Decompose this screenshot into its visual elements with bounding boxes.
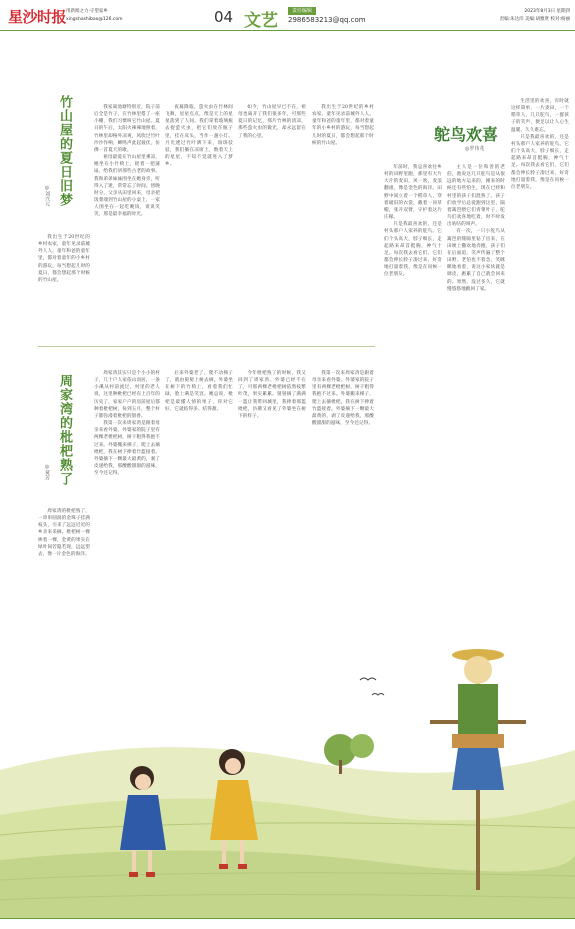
article-author: ◎刘兴元	[44, 185, 50, 206]
footer-rule	[0, 918, 575, 919]
paragraph: 我家离池塘特别近，院子前后全是竹子，在竹林里搭了一座小棚，我们习惯叫它竹山屋。夏日的午后，太阳火辣辣地照着，竹林里却格外凉爽，风吹过竹叶沙沙作响，蝉鸣声此起彼伏，仿佛一首夏天的歌。	[94, 105, 160, 153]
contact-email: xingshashibao@126.com	[66, 17, 123, 22]
article-body	[384, 164, 442, 654]
article-title: 周家湾的枇杷熟了	[57, 374, 72, 486]
article-body	[312, 104, 374, 274]
page-number: 04	[214, 8, 234, 26]
paragraph: 我出生于20世纪的乡村农家，童年见录前城外人人。童年和爸的童年里，都对着童年的小乡村的游玩，每当想起儿时的夏日，都会想起那个时候的竹山屋。	[312, 105, 374, 146]
paragraph: 今年枇杷熟了的时候，我又回到了周家湾。外婆已经不在了，可那两棵老枇杷树依然枝繁叶茂，果实累累。舅舅摘了满满一篮让我带回城里，我捧着那篮枇杷，仿佛又看见了外婆坐在树下的样子。	[238, 371, 306, 419]
slogan: 用新闻之力·守望家乡	[66, 9, 108, 14]
paragraph: 生活里的欢喜，有时就这样简单，一片麦田，一个稻草人，几只鸵鸟，一群孩子的笑声，便足以让人心生温暖，久久难忘。	[511, 99, 569, 133]
article-body	[94, 104, 160, 342]
article-body	[165, 104, 233, 342]
hotline: 2986583213@qq.com	[288, 16, 366, 24]
paragraph: 年前时，我总喜欢往乡村的田野里跑，那里有大片大片的麦田，风一吹，麦浪翻滚，像是金色的海洋。田野中间立着一个稻草人，穿着破旧的衣裳，戴着一顶草帽，张开双臂，守护着这片庄稼。	[384, 165, 442, 221]
paragraph: 周家湾其实只是个小小的村子，几十户人家依山而居，一条小溪从村前流过。村里的老人说，这里种枇杷已经有上百年的历史了，家家户户的房前屋后都种着枇杷树，每到五月，整个村子都弥漫着枇杷的甜香。	[94, 371, 160, 419]
paragraph: 如今，竹山屋早已不在，祖母也离开了我们很多年，可那些夏日的记忆，那片竹林的清凉，那些萤火虫的微光，却永远留在了我的心里。	[238, 105, 306, 139]
article-title: 竹山屋的夏日旧梦	[57, 95, 72, 207]
paragraph: 我第一次来周家湾是跟着母亲来看外婆。外婆家的院子里有两棵老枇杷树，树干粗得我抱不过来。外婆搬来梯子，爬上去摘枇杷，我在树下捧着竹篮接着。外婆摘下一颗最大最黄的，剥了皮递给我，那酸酸甜甜的滋味，至今还记得。	[312, 371, 374, 427]
newspaper-logo: 星沙时报	[8, 8, 67, 26]
bird-icon	[360, 678, 376, 680]
article-body	[511, 98, 569, 638]
paragraph: 只是我最喜欢的，还是村头那户人家养的鸵鸟。它们个头高大，脖子细长，走起路来昂首挺胸，神气十足。每次我去看它们，它们都会伸长脖子凑过来，好奇地打量着我，像是在问候一位老朋友。	[384, 222, 442, 278]
paragraph: 后来外婆老了，爬不动梯子了，就由舅舅上树去摘。外婆坐在树下的竹椅上，看着我们忙碌，脸上满是笑容。她总说，枇杷是最懂人情的果子，你对它好，它就结得多、结得甜。	[165, 371, 233, 412]
paragraph: 主人是一位和善的老伯，他说这几只鸵鸟是从很远的地方运来的，刚来的时候还有些怕生，现在已经和村里的孩子们混熟了。孩子们放学后总爱跑到这里，隔着篱笆喂它们青菜叶子，鸵鸟们欢喜地吃着，时不时发出咕咕的叫声。	[447, 165, 505, 228]
article-body	[165, 370, 233, 635]
article-body	[312, 370, 374, 635]
article-body	[94, 370, 160, 635]
article-body	[447, 164, 505, 654]
divider	[38, 346, 375, 347]
article-body	[238, 104, 306, 342]
paragraph: 周家湾的枇杷熟了，一串串圆润的金珠子挂满枝头，引来了远远近近的乡亲来采摘。枇杷树一棵挨着一棵，金黄的果实在绿叶间若隐若现，远远望去，像一片金色的海洋。	[38, 509, 90, 557]
date-line: 2023年8月3日 星期四	[524, 9, 570, 14]
article-author: ◎罗伟兆	[465, 146, 485, 152]
section-title: 文艺	[244, 11, 278, 31]
article-body	[238, 370, 306, 635]
edit-credits: 责编:朱达洋 美编:胡雅贤 校对:杨丽	[499, 17, 570, 22]
article-author: ◎黄芳	[44, 464, 50, 480]
paragraph: 祖母最爱在竹山屋里乘凉，她坐在小竹椅上，摇着一把蒲扇，给我们讲那些古老的故事。我和弟弟妹妹围坐在她身旁，听得入了迷，常常忘了时间。傍晚时分，父亲从田里回来，母亲把饭菜端到竹山屋的小桌上，一家人围坐在一起吃晚饭，说说笑笑，那是最幸福的时光。	[94, 155, 160, 218]
paragraph: 夜幕降临，萤火虫在竹林间飞舞，星星点点，像是天上的星星落到了人间。我们拿着玻璃瓶去捉萤火虫，把它们放在瓶子里，挂在床头，当作一盏小灯。月光透过竹叶洒下来，斑斑驳驳，我们躺在凉席上，数着天上的星星，不知不觉就进入了梦乡。	[165, 105, 233, 168]
paragraph: 只是我最喜欢的，还是村头那户人家养的鸵鸟。它们个头高大，脖子细长，走起路来昂首挺胸，神气十足。每次我去看它们，它们都会伸长脖子凑过来，好奇地打量着我，像是在问候一位老朋友。	[511, 134, 569, 190]
bird-icon	[372, 694, 384, 696]
paragraph: 我第一次来周家湾是跟着母亲来看外婆。外婆家的院子里有两棵老枇杷树，树干粗得我抱不过来。外婆搬来梯子，爬上去摘枇杷，我在树下捧着竹篮接着。外婆摘下一颗最大最黄的，剥了皮递给我，那酸酸甜甜的滋味，至今还记得。	[94, 421, 160, 477]
paragraph: 有一次，一只小鸵鸟从篱笆的缝隙里钻了出来，在田埂上撒欢地奔跑，孩子们在后面追，笑声传遍了整个田野。老伯也不着急，笑眯眯地看着，说这小家伙就是调皮，跑累了自己就会回来的。果然，没过多久，它就慢悠悠地踱回了家。	[447, 229, 505, 292]
article-title: 鸵鸟欢喜	[434, 125, 499, 144]
paragraph: 我出生于20世纪的乡村农家，童年见录前城外人人。童年和爸的童年里，都对着童年的小乡村的游玩，每当想起儿时的夏日，都会想起那个时候的竹山屋。	[38, 235, 90, 283]
countryside-illustration	[0, 600, 575, 918]
article-body	[38, 234, 90, 304]
editor-badge: 责任编辑	[288, 7, 316, 15]
